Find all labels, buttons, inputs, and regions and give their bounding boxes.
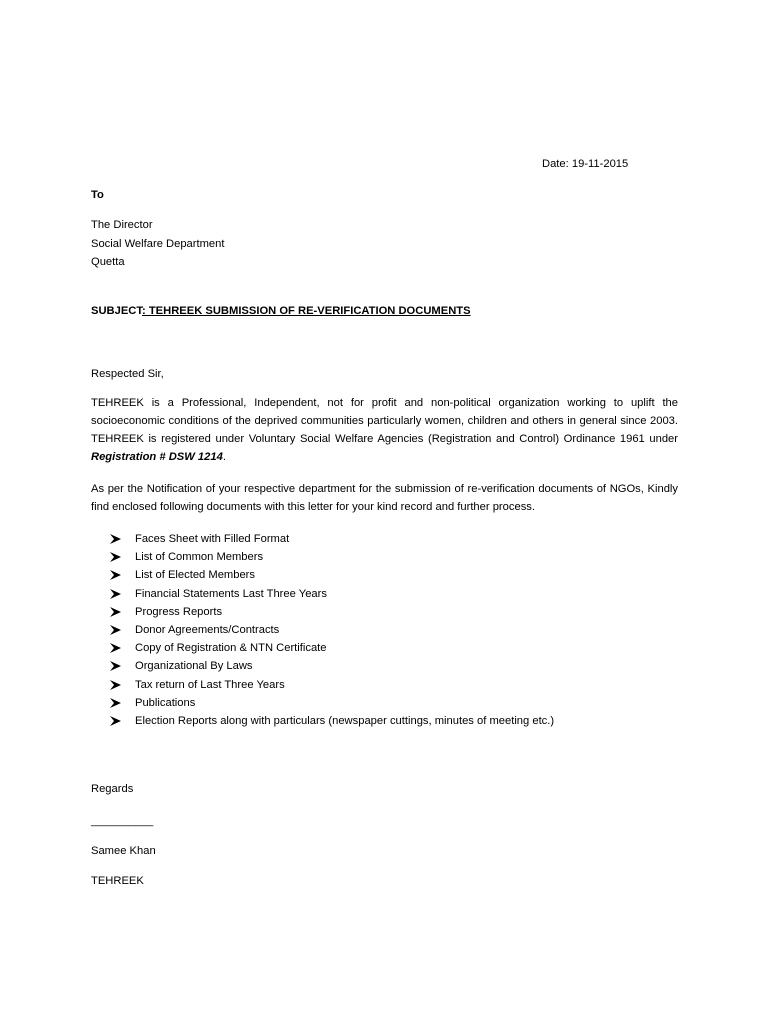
arrow-bullet-icon [110, 570, 121, 580]
list-item [110, 585, 554, 603]
list-item [110, 712, 554, 730]
documents-list [110, 530, 554, 730]
arrow-bullet-icon [110, 698, 121, 708]
arrow-bullet-icon [110, 680, 121, 690]
list-item [110, 530, 554, 548]
document-label: Publications [135, 696, 196, 709]
signer-name: Samee Khan [91, 845, 156, 857]
list-item [110, 548, 554, 566]
arrow-bullet-icon [110, 607, 121, 617]
document-label: Faces Sheet with Filled Format [135, 533, 290, 545]
list-item [110, 603, 554, 621]
list-item [110, 694, 554, 712]
document-label: Election Reports along with particulars (newspaper cuttings, minutes of meeting etc.) [135, 714, 555, 727]
arrow-bullet-icon [110, 661, 121, 671]
intro-paragraph [91, 394, 678, 466]
registration-number: Registration # DSW 1214 [91, 451, 223, 463]
salutation: Respected Sir, [91, 368, 164, 380]
recipient-line: The Director [91, 219, 153, 231]
arrow-bullet-icon [110, 643, 121, 653]
intro-text: TEHREEK is a Professional, Independent, not for profit and non-political organization working to uplift the socioeconomic conditions of the deprived communities particularly women, children and others in general since 2003. TEHREEK is registered under Voluntary Social Welfare Agencies (Registration and Control) Ordinance 1961 under [91, 397, 678, 445]
list-item [110, 639, 554, 657]
arrow-bullet-icon [110, 534, 121, 544]
arrow-bullet-icon [110, 552, 121, 562]
recipient-line: Quetta [91, 256, 125, 268]
signer-organization: TEHREEK [91, 875, 144, 887]
recipient-line: Social Welfare Department [91, 237, 225, 250]
recipient-address [91, 216, 224, 272]
signature-line: __________ [91, 815, 154, 827]
arrow-bullet-icon [110, 716, 121, 726]
list-item [110, 621, 554, 639]
arrow-bullet-icon [110, 625, 121, 635]
document-label: Progress Reports [135, 605, 223, 618]
document-label: Copy of Registration & NTN Certificate [135, 642, 327, 655]
subject-line [91, 302, 471, 320]
to-label: To [91, 189, 104, 201]
request-paragraph: As per the Notification of your respective department for the submission of re-verification documents of NGOs, Kindly find enclosed following documents with this letter for your kind record and further process. [91, 483, 678, 513]
closing: Regards [91, 783, 134, 795]
list-item [110, 566, 554, 584]
list-item [110, 676, 554, 694]
document-label: Organizational By Laws [135, 660, 253, 673]
document-label: Financial Statements Last Three Years [135, 587, 327, 600]
subject-label: SUBJECT [91, 305, 142, 317]
arrow-bullet-icon [110, 589, 121, 599]
letter-date: Date: 19-11-2015 [542, 158, 629, 170]
document-label: List of Common Members [135, 551, 264, 564]
document-label: List of Elected Members [135, 569, 256, 582]
document-label: Tax return of Last Three Years [135, 678, 285, 691]
document-label: Donor Agreements/Contracts [135, 623, 280, 636]
list-item [110, 657, 554, 675]
subject-text: : TEHREEK SUBMISSION OF RE-VERIFICATION DOCUMENTS [141, 305, 471, 317]
intro-end: . [222, 451, 226, 463]
